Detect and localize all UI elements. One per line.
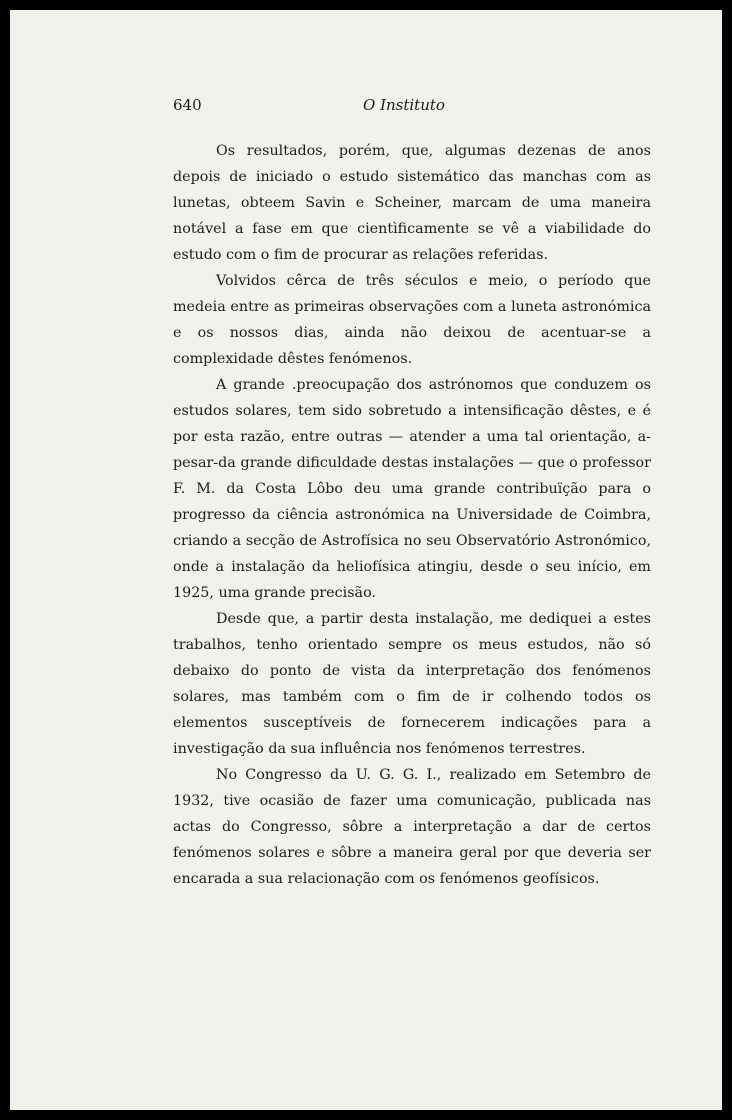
paragraph: Os resultados, porém, que, algumas dezenas de anos depois de iniciado o estudo sistemático das manchas com as lunetas, obteem Savin e Scheiner, marcam de uma maneira notável a fase em que cientìficamente se vê a viabilidade do estudo com o fim de procurar as relações referidas.: [173, 143, 651, 263]
page-header: [173, 96, 651, 120]
body-text: [173, 138, 651, 892]
page-number: 640: [173, 96, 202, 114]
document-page: [10, 10, 722, 1110]
paragraph: No Congresso da U. G. G. I., realizado em Setembro de 1932, tive ocasião de fazer uma comunicação, publicada nas actas do Congresso, sôbre a interpretação a dar de certos fenómenos solares e sôbre a maneira geral por que deveria ser encarada a sua relacionação com os fenómenos geofísicos.: [173, 767, 651, 887]
running-title: O Instituto: [363, 96, 445, 114]
paragraph: Volvidos cêrca de três séculos e meio, o período que medeia entre as primeiras observações com a luneta astronómica e os nossos dias, ainda não deixou de acentuar-se a complexidade dêstes fenómenos.: [173, 273, 651, 367]
paragraph: Desde que, a partir desta instalação, me dediquei a estes trabalhos, tenho orientado sempre os meus estudos, não só debaixo do ponto de vista da interpretação dos fenómenos solares, mas também com o fim de ir colhendo todos os elementos susceptíveis de fornecerem indicações para a investigação da sua influência nos fenómenos terrestres.: [173, 611, 651, 757]
paragraph: A grande .preocupação dos astrónomos que conduzem os estudos solares, tem sido sobretudo a intensificação dêstes, e é por esta razão, entre outras — atender a uma tal orientação, a-pesar-da grande dificuldade destas instalações — que o professor F. M. da Costa Lôbo deu uma grande contribuïção para o progresso da ciência astronómica na Universidade de Coimbra, criando a secção de Astrofísica no seu Observatório Astronómico, onde a instalação da heliofísica atingiu, desde o seu início, em 1925, uma grande precisão.: [173, 377, 651, 601]
